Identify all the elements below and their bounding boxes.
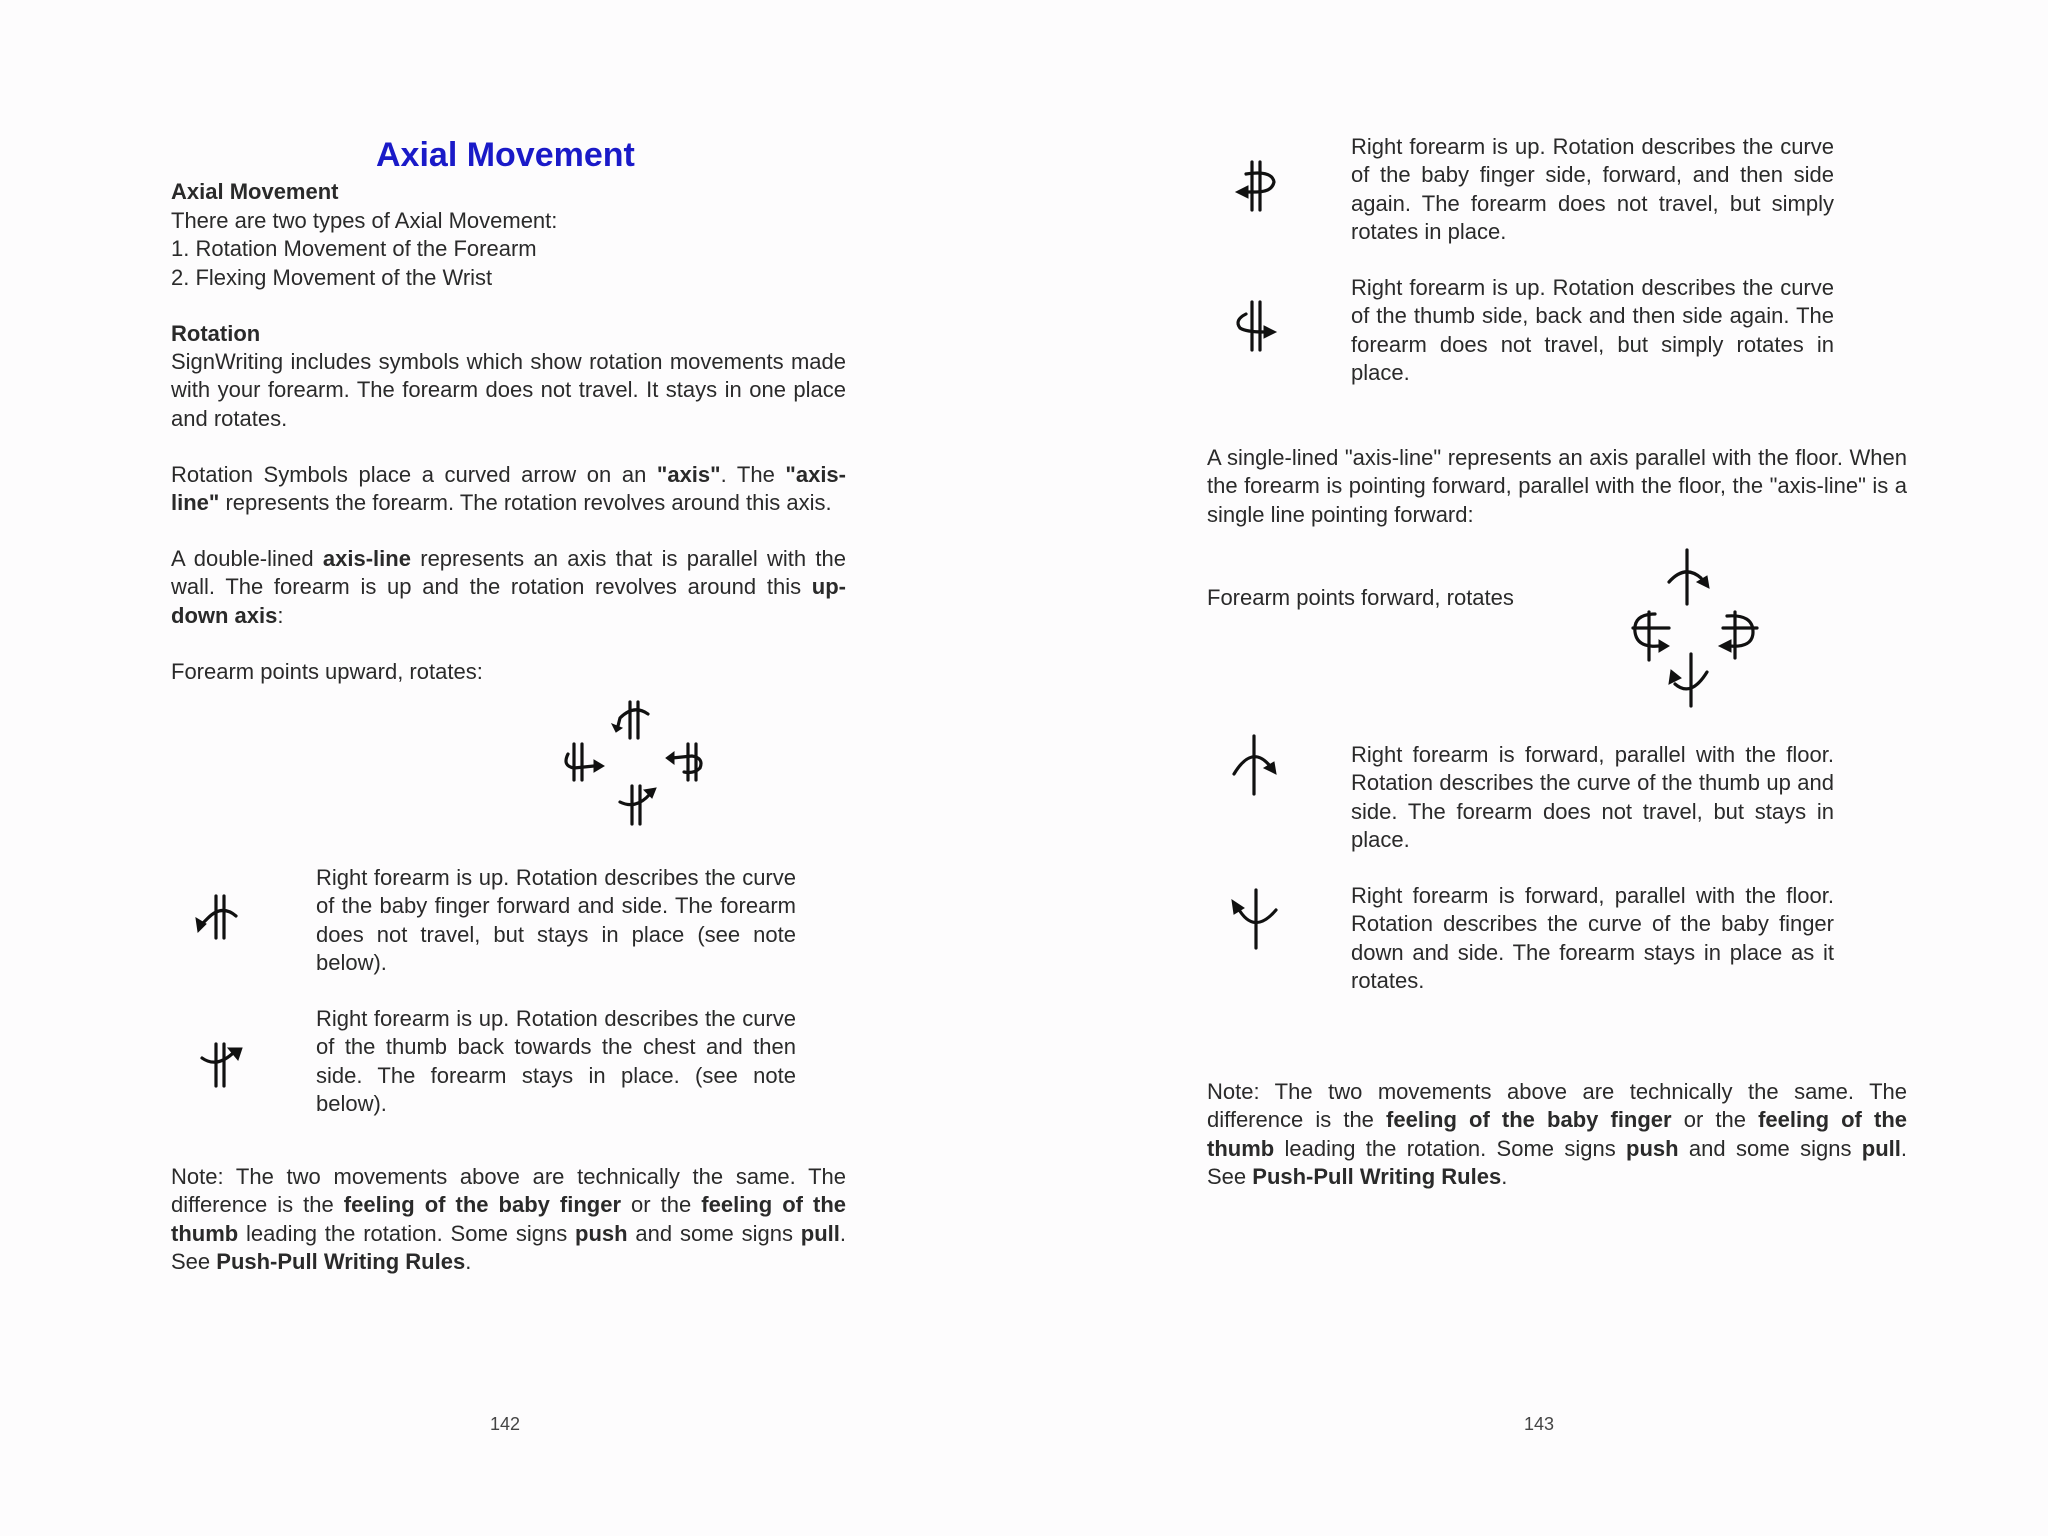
rotation-baby-finger-side-icon [1232, 158, 1280, 212]
intro-line-3: 2. Flexing Movement of the Wrist [171, 265, 493, 290]
rotation-baby-finger-up-icon [192, 894, 242, 940]
page-number: 143 [1524, 1414, 1555, 1434]
intro-heading: Axial Movement [171, 179, 339, 204]
page-title: Axial Movement [376, 136, 635, 174]
page-number: 142 [490, 1414, 521, 1434]
rotation-thumb-up-forward-icon [1230, 734, 1280, 796]
right-page [1024, 0, 2048, 1536]
forearm-forward-label: Forearm points forward, rotates [1207, 585, 1514, 610]
rotation-thumb-back-up-icon [198, 1040, 248, 1088]
right-desc-2: Right forearm is up. Rotation describes the curve of the thumb side, back and then side again. The forearm does not travel, but simply rotates in place. [1351, 275, 1834, 385]
rotation-heading: Rotation [171, 321, 261, 346]
rotation-cluster-upward-icon [560, 698, 710, 828]
forearm-upward-label: Forearm points upward, rotates: [171, 659, 483, 684]
rotation-cluster-forward-icon [1629, 548, 1759, 708]
left-desc-2: Right forearm is up. Rotation describes the curve of the thumb back towards the chest and then side. The forearm stays in place. (see note below). [316, 1006, 796, 1116]
intro-line-1: There are two types of Axial Movement: [171, 208, 558, 233]
rotation-paragraph: SignWriting includes symbols which show rotation movements made with your forearm. The forearm does not travel. It stays in one place and rotates. [171, 349, 846, 431]
right-desc-3: Right forearm is forward, parallel with the floor. Rotation describes the curve of the thumb up and side. The forearm does not travel, but stays in place. [1351, 742, 1834, 852]
right-desc-4: Right forearm is forward, parallel with the floor. Rotation describes the curve of the baby finger down and side. The forearm stays in place as it rotates. [1351, 883, 1834, 993]
rotation-thumb-side-icon [1232, 298, 1280, 352]
right-note-paragraph: Note: The two movements above are technically the same. The difference is the feeling of the baby finger or the feeling of the thumb leading the rotation. Some signs push and some signs pull. See Push-Pull Writing Rules. [1207, 1079, 1908, 1189]
double-axis-paragraph: A double-lined axis-line represents an axis that is parallel with the wall. The forearm is up and the rotation revolves around this up-down axis: [171, 546, 846, 628]
left-note-paragraph: Note: The two movements above are technically the same. The difference is the feeling of the baby finger or the feeling of the thumb leading the rotation. Some signs push and some signs pull. See Push-Pull Writing Rules. [171, 1164, 847, 1274]
rotation-symbols-paragraph: Rotation Symbols place a curved arrow on an "axis". The "axis-line" represents the forearm. The rotation revolves around this axis. [171, 462, 846, 516]
rotation-baby-finger-down-forward-icon [1230, 888, 1282, 950]
right-desc-1: Right forearm is up. Rotation describes the curve of the baby finger side, forward, and then side again. The forearm does not travel, but simply rotates in place. [1351, 134, 1834, 244]
left-desc-1: Right forearm is up. Rotation describes the curve of the baby finger forward and side. The forearm does not travel, but stays in place (see note below). [316, 865, 796, 975]
single-axis-paragraph: A single-lined "axis-line" represents an axis parallel with the floor. When the forearm is pointing forward, parallel with the floor, the "axis-line" is a single line pointing forward: [1207, 445, 1907, 527]
intro-line-2: 1. Rotation Movement of the Forearm [171, 236, 537, 261]
